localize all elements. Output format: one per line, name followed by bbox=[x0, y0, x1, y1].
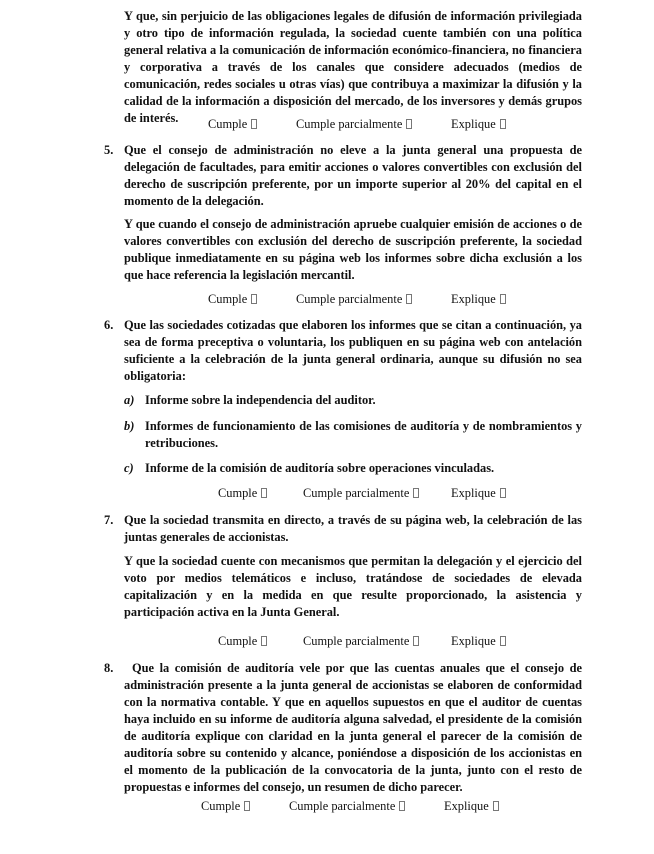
rec7-option-partial[interactable]: Cumple parcialmente bbox=[303, 633, 419, 650]
rec8-option-explain[interactable]: Explique bbox=[444, 798, 499, 815]
rec4-paragraph-2: Y que, sin perjuicio de las obligaciones legales de difusión de información privilegiada y otro tipo de información regulada, la sociedad cuente también con una política general relativa a la comunicación de información económico-financiera, no financiera y corporativa a través de los canales que considere adecuados (medios de comunicación, redes sociales u otras vías) que contribuya a maximizar la difusión y la calidad de la información a disposición del mercado, de los inversores y demás grupos de interés. bbox=[124, 9, 582, 125]
checkbox-icon[interactable] bbox=[500, 119, 506, 129]
rec8-number: 8. bbox=[104, 661, 114, 675]
rec6-item-a-text: Informe sobre la independencia del auditor. bbox=[145, 393, 376, 407]
rec6-number: 6. bbox=[104, 318, 114, 332]
checkbox-icon[interactable] bbox=[500, 636, 506, 646]
checkbox-icon[interactable] bbox=[251, 294, 257, 304]
rec7-option-explain[interactable]: Explique bbox=[451, 633, 506, 650]
rec7-paragraph-1: Que la sociedad transmita en directo, a través de su página web, la celebración de las juntas generales de accionistas. bbox=[124, 513, 582, 544]
rec6-item-a-letter: a) bbox=[124, 393, 135, 407]
rec4-option-explain[interactable]: Explique bbox=[451, 116, 506, 133]
checkbox-icon[interactable] bbox=[500, 294, 506, 304]
rec6-option-complies[interactable]: Cumple bbox=[218, 485, 267, 502]
rec8-option-partial[interactable]: Cumple parcialmente bbox=[289, 798, 405, 815]
rec5-paragraph-2: Y que cuando el consejo de administración apruebe cualquier emisión de acciones o de valores convertibles con exclusión del derecho de suscripción preferente, la sociedad publique inmediatamente en su página web los informes sobre dicha exclusión a los que hace referencia la legislación mercantil. bbox=[124, 217, 582, 282]
rec5-option-complies[interactable]: Cumple bbox=[208, 291, 257, 308]
rec6-item-c-letter: c) bbox=[124, 461, 134, 475]
checkbox-icon[interactable] bbox=[261, 636, 267, 646]
checkbox-icon[interactable] bbox=[413, 488, 419, 498]
rec4-option-complies[interactable]: Cumple bbox=[208, 116, 257, 133]
rec6-option-partial[interactable]: Cumple parcialmente bbox=[303, 485, 419, 502]
rec8-paragraph-1: Que la comisión de auditoría vele por que las cuentas anuales que el consejo de administración presente a la junta general de accionistas se elaboren de conformidad con la normativa contable. Y que en aquellos supuestos en que el auditor de cuentas haya incluido en su informe de auditoría alguna salvedad, el presidente de la comisión de auditoría explique con claridad en la junta general el parecer de la comisión de auditoría sobre su contenido y alcance, poniéndose a disposición de los accionistas en el momento de la publicación de la convocatoria de la junta, junto con el resto de propuestas e informes del consejo, un resumen de dicho parecer. bbox=[124, 661, 582, 794]
checkbox-icon[interactable] bbox=[261, 488, 267, 498]
checkbox-icon[interactable] bbox=[500, 488, 506, 498]
rec6-option-explain[interactable]: Explique bbox=[451, 485, 506, 502]
checkbox-icon[interactable] bbox=[406, 294, 412, 304]
rec5-option-explain[interactable]: Explique bbox=[451, 291, 506, 308]
rec5-compliance-options bbox=[0, 291, 654, 309]
rec7-number: 7. bbox=[104, 513, 114, 527]
rec6-compliance-options bbox=[0, 485, 654, 503]
rec4-option-partial[interactable]: Cumple parcialmente bbox=[296, 116, 412, 133]
checkbox-icon[interactable] bbox=[251, 119, 257, 129]
rec4-compliance-options bbox=[0, 116, 654, 134]
rec5-paragraph-1: Que el consejo de administración no eleve a la junta general una propuesta de delegación de facultades, para emitir acciones o valores convertibles con exclusión del derecho de suscripción preferente, por un importe superior al 20% del capital en el momento de la delegación. bbox=[124, 143, 582, 208]
rec8-compliance-options bbox=[0, 798, 654, 816]
rec8-option-complies[interactable]: Cumple bbox=[201, 798, 250, 815]
rec7-option-complies[interactable]: Cumple bbox=[218, 633, 267, 650]
checkbox-icon[interactable] bbox=[406, 119, 412, 129]
rec6-item-b-letter: b) bbox=[124, 419, 135, 433]
checkbox-icon[interactable] bbox=[399, 801, 405, 811]
rec5-number: 5. bbox=[104, 143, 114, 157]
rec6-item-b-text: Informes de funcionamiento de las comisiones de auditoría y de nombramientos y retribuciones. bbox=[145, 419, 582, 450]
rec6-paragraph-1: Que las sociedades cotizadas que elaboren los informes que se citan a continuación, ya sea de forma preceptiva o voluntaria, los publiquen en su página web con antelación suficiente a la celebración de la junta general ordinaria, aunque su difusión no sea obligatoria: bbox=[124, 318, 582, 383]
rec7-compliance-options bbox=[0, 633, 654, 651]
rec6-item-c-text: Informe de la comisión de auditoría sobre operaciones vinculadas. bbox=[145, 461, 495, 475]
rec7-paragraph-2: Y que la sociedad cuente con mecanismos que permitan la delegación y el ejercicio del voto por medios telemáticos e incluso, tratándose de sociedades de elevada capitalización y en la medida en que resulte proporcionado, la asistencia y participación activa en la Junta General. bbox=[124, 554, 582, 619]
checkbox-icon[interactable] bbox=[244, 801, 250, 811]
rec5-option-partial[interactable]: Cumple parcialmente bbox=[296, 291, 412, 308]
checkbox-icon[interactable] bbox=[413, 636, 419, 646]
checkbox-icon[interactable] bbox=[493, 801, 499, 811]
